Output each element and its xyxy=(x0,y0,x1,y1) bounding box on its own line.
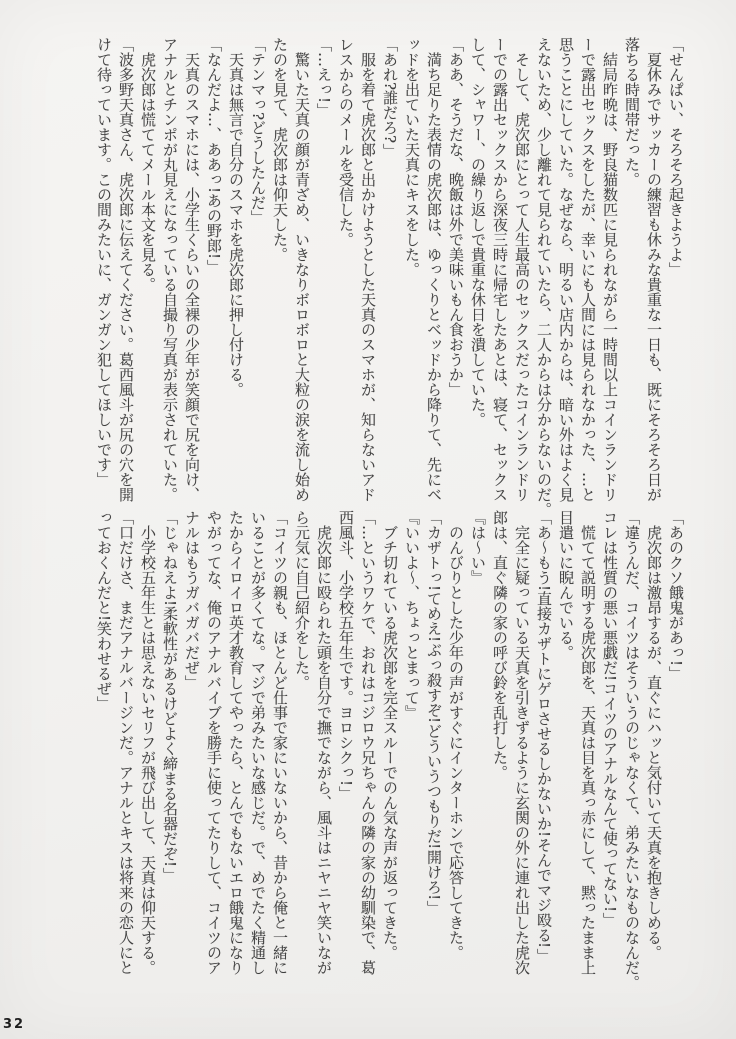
text-line: レスからのメールを受信した。 xyxy=(337,37,355,247)
text-line: 「ああ、そうだな、晩飯は外で美味いもん食おうか」 xyxy=(447,37,465,397)
text-line: アナルとチンポが丸見えになっている自撮り写真が表示されていた。 xyxy=(161,37,179,502)
text-line: けて待っています。この間みたいに、ガンガン犯してほしいです」 xyxy=(95,37,113,487)
text-line: 西風斗、小学校五年生です。ヨロシクっ!」 xyxy=(337,510,355,802)
page-number: 32 xyxy=(3,1017,26,1032)
text-line: ッドを出ていた天真にキスをした。 xyxy=(403,37,421,277)
text-line: 天真のスマホには、小学生くらいの全裸の少年が笑顔で尻を向け、 xyxy=(183,37,201,502)
text-line: ーで露出セックスをしたが、幸いにも人間には見られなかった、…と xyxy=(579,37,597,502)
text-line: 「あ〜もう!直接カザトにゲロさせるしかないか!そんでマジ殴る!」 xyxy=(535,510,553,964)
text-line: 「違うんだ、コイツはそういうのじゃなくて、弟みたいなものなんだ。 xyxy=(623,510,641,990)
text-line: 服を着て虎次郎と出かけようとした天真のスマホが、知らないアド xyxy=(359,37,377,502)
text-line: 落ちる時間帯だった。 xyxy=(623,37,641,187)
text-line: やがってな、俺のアナルバイブを勝手に使ってたりして、コイツのア xyxy=(205,510,223,975)
text-line: 「じゃねえよ!柔軟性があるけどよく締まる名器だぞ!」 xyxy=(161,510,179,883)
text-line: 目遣いに睨んでいる。 xyxy=(557,510,575,660)
text-line: 「…というワケで、おれはコジロウ兄ちゃんの隣の家の幼馴染で、葛 xyxy=(359,510,377,975)
text-line: 小学校五年生とは思えないセリフが飛び出して、天真は仰天する。 xyxy=(139,510,157,975)
text-line: たからイロイロ英才教育してやったら、とんでもないエロ餓鬼になり xyxy=(227,510,245,975)
text-line: 『は〜い』 xyxy=(469,510,487,585)
text-line: 『いいよ〜、ちょっとまって』 xyxy=(403,510,421,720)
text-line: 完全に疑っている天真を引きずるように玄関の外に連れ出した虎次 xyxy=(513,510,531,975)
text-block-bottom xyxy=(93,510,687,1005)
text-line: 「…えっ!」 xyxy=(315,37,333,119)
text-line: ら元気に自己紹介をした。 xyxy=(293,510,311,690)
text-line: いることが多くてな。マジで弟みたいな感じだ。で、めでたく精通し xyxy=(249,510,267,975)
text-line: 夏休みでサッカーの練習も休みな貴重な一日も、既にそろそろ日が xyxy=(645,37,663,502)
text-line: たのを見て、虎次郎は仰天した。 xyxy=(271,37,289,262)
text-line: そして、虎次郎にとって人生最高のセックスだったコインランドリ xyxy=(513,37,531,502)
text-line: 「あれ?誰だろ?」 xyxy=(381,37,399,159)
text-line: 結局昨晩は、野良猫数匹に見られながら一時間以上コインランドリ xyxy=(601,37,619,502)
text-line: ナルはもうガバガバだぜ」 xyxy=(183,510,201,690)
text-line: 「せんぱい、そろそろ起きようよ」 xyxy=(667,37,685,277)
text-line: 慌てて説明する虎次郎を、天真は目を真っ赤にして、黙ったまま上 xyxy=(579,510,597,975)
text-line: 「カザトっ!てめえ!ぶっ殺すぞ!どういうつもりだ!開けろ!」 xyxy=(425,510,443,916)
text-line: 思うことにしていた。なぜなら、明るい店内からは、暗い外はよく見 xyxy=(557,37,575,502)
text-line: 満ち足りた表情の虎次郎は、ゆっくりとベッドから降りて、先にベ xyxy=(425,37,443,502)
text-line: ブチ切れている虎次郎を完全スルーでのん気な声が返ってきた。 xyxy=(381,510,399,960)
text-line: して、シャワー、の繰り返しで貴重な休日を潰していた。 xyxy=(469,37,487,427)
text-line: 「テンマっ?どうしたんだ」 xyxy=(249,37,267,226)
text-block-top xyxy=(93,37,687,532)
text-line: 「コイツの親も、ほとんど仕事で家にいないから、昔から俺と一緒に xyxy=(271,510,289,975)
text-line: 天真は無言で自分のスマホを虎次郎に押し付ける。 xyxy=(227,37,245,397)
text-line: えないため、少し離れて見られていたら、二人からは分からないのだ。 xyxy=(535,37,553,517)
text-line: 虎次郎に殴られた頭を自分で撫でながら、風斗はニヤニヤ笑いなが xyxy=(315,510,333,975)
text-line: 郎は、直ぐ隣の家の呼び鈴を乱打した。 xyxy=(491,510,509,780)
text-line: のんびりとした少年の声がすぐにインターホンで応答してきた。 xyxy=(447,510,465,960)
text-line: 驚いた天真の顔が青ざめ、いきなりボロボロと大粒の涙を流し始め xyxy=(293,37,311,502)
text-line: コレは性質の悪い悪戯だ!コイツのアナルなんて使ってない!」 xyxy=(601,510,619,928)
text-line: ーでの露出セックスから深夜三時に帰宅したあとは、寝て、セックス xyxy=(491,37,509,502)
text-line: 「あのクソ餓鬼があっ!」 xyxy=(667,510,685,682)
text-line: っておくんだと!笑わせるぜ」 xyxy=(95,510,113,712)
text-line: 虎次郎は激昂するが、直ぐにハッと気付いて天真を抱きしめる。 xyxy=(645,510,663,960)
text-line: 「なんだよ…、ああっ!あの野郎!」 xyxy=(205,37,223,275)
text-line: 「口だけさ、まだアナルバージンだ。アナルとキスは将来の恋人にと xyxy=(117,510,135,975)
text-line: 虎次郎は慌ててメール本文を見る。 xyxy=(139,37,157,292)
text-line: 「波多野天真さん、虎次郎に伝えてください。葛西風斗が尻の穴を開 xyxy=(117,37,135,502)
